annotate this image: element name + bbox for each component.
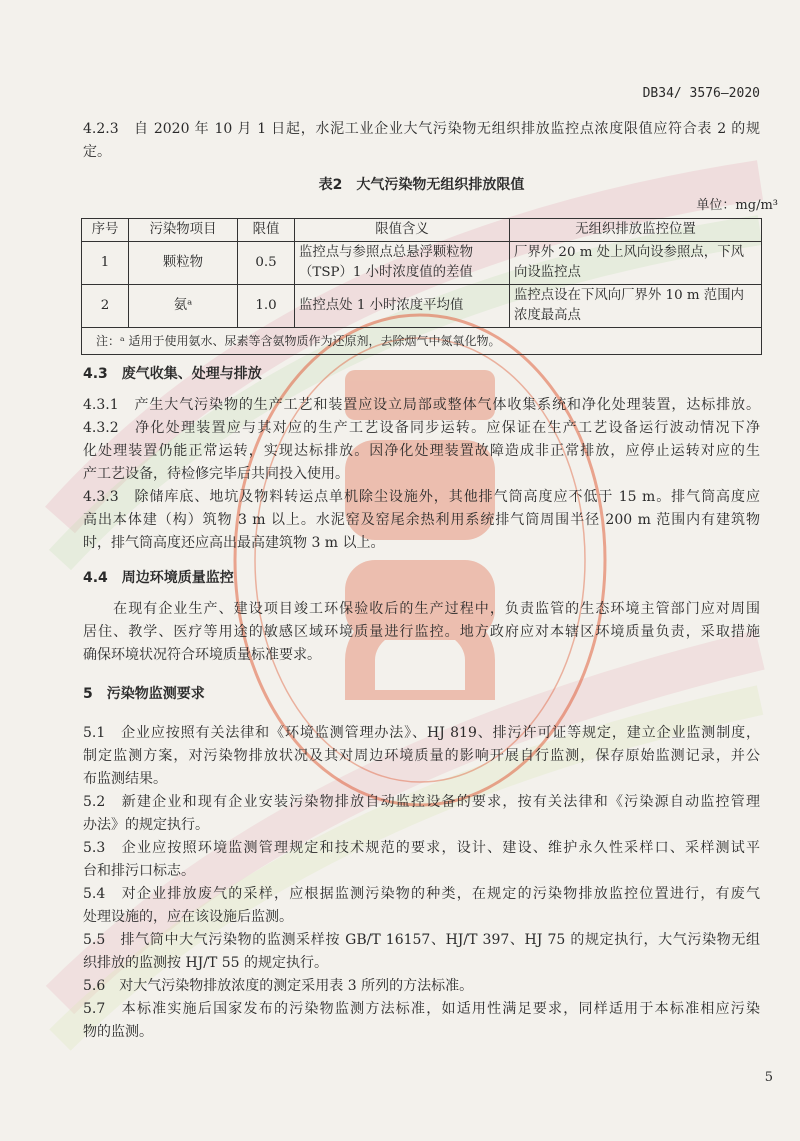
cell: 监控点设在下风向厂界外 10 m 范围内浓度最高点 bbox=[510, 285, 762, 328]
paragraph bbox=[83, 837, 760, 883]
paragraph-line: 5.3 企业应按照环境监测管理规定和技术规范的要求，设计、建设、维护永久性采样口、采样测试平 bbox=[83, 840, 760, 856]
document-code: DB34/ 3576—2020 bbox=[642, 86, 760, 101]
col-header: 污染物项目 bbox=[129, 219, 238, 242]
paragraph bbox=[83, 394, 760, 417]
paragraph bbox=[83, 722, 760, 791]
cell: 1.0 bbox=[238, 285, 295, 328]
paragraph-line: 化处理装置仍能正常运转，实现达标排放。因净化处理装置故障造成非正常排放，应停止运转对应的生 bbox=[83, 443, 760, 459]
col-header: 限值含义 bbox=[295, 219, 510, 242]
paragraph-line: 在现有企业生产、建设项目竣工环保验收后的生产过程中，负责监管的生态环境主管部门应对周围 bbox=[83, 601, 760, 617]
paragraph-line: 居住、教学、医疗等用途的敏感区域环境质量进行监控。地方政府应对本辖区环境质量负责，采取措施 bbox=[83, 624, 760, 640]
paragraph bbox=[83, 929, 760, 975]
paragraph-line: 高出本体建（构）筑物 3 m 以上。水泥窑及窑尾余热利用系统排气筒周围半径 200 m 范围内有建筑物 bbox=[83, 512, 760, 528]
cell: 厂界外 20 m 处上风向设参照点，下风向设监控点 bbox=[510, 242, 762, 285]
section bbox=[83, 363, 760, 386]
cell: 2 bbox=[82, 285, 129, 328]
table-row bbox=[82, 285, 762, 328]
col-header: 无组织排放监控位置 bbox=[510, 219, 762, 242]
paragraph-line: 处理设施的，应在该设施后监测。 bbox=[83, 909, 293, 925]
section-heading: 4.4 周边环境质量监控 bbox=[83, 570, 234, 586]
paragraph-line: 5.6 对大气污染物排放浓度的测定采用表 3 所列的方法标准。 bbox=[83, 978, 474, 994]
section bbox=[83, 683, 760, 706]
col-header: 序号 bbox=[82, 219, 129, 242]
paragraph-line: 5.2 新建企业和现有企业安装污染物排放自动监控设备的要求，按有关法律和《污染源自动监控管理 bbox=[83, 794, 760, 810]
cell: 1 bbox=[82, 242, 129, 285]
paragraph-line: 布监测结果。 bbox=[83, 771, 167, 787]
paragraph-line: 办法》的规定执行。 bbox=[83, 817, 209, 833]
cell: 氨ᵃ bbox=[129, 285, 238, 328]
paragraph bbox=[83, 118, 760, 164]
paragraph bbox=[83, 598, 760, 667]
paragraph bbox=[83, 486, 760, 555]
table-note-row bbox=[82, 328, 762, 355]
cell: 颗粒物 bbox=[129, 242, 238, 285]
paragraph-line: 4.2.3 自 2020 年 10 月 1 日起，水泥工业企业大气污染物无组织排放监控点浓度限值应符合表 2 的规 bbox=[83, 121, 760, 137]
emission-limits-table bbox=[81, 218, 762, 355]
paragraph-line: 制定监测方案，对污染物排放状况及其对周边环境质量的影响开展自行监测，保存原始监测记录，并公 bbox=[83, 748, 760, 764]
table-row bbox=[82, 242, 762, 285]
paragraph bbox=[83, 417, 760, 486]
paragraph-line: 产工艺设备，待检修完毕后共同投入使用。 bbox=[83, 466, 349, 482]
paragraph-line: 定。 bbox=[83, 144, 111, 160]
paragraph-line: 4.3.1 产生大气污染物的生产工艺和装置应设立局部或整体气体收集系统和净化处理装置，达标排放。 bbox=[83, 397, 760, 413]
cell: 监控点与参照点总悬浮颗粒物（TSP）1 小时浓度值的差值 bbox=[295, 242, 510, 285]
table-title: 表2 大气污染物无组织排放限值 bbox=[318, 177, 525, 193]
section-heading: 5 污染物监测要求 bbox=[83, 686, 205, 702]
paragraph bbox=[83, 975, 760, 998]
section-heading: 4.3 废气收集、处理与排放 bbox=[83, 366, 262, 382]
paragraph-line: 时，排气筒高度还应高出最高建筑物 3 m 以上。 bbox=[83, 535, 385, 551]
paragraph-line: 5.1 企业应按照有关法律和《环境监测管理办法》、HJ 819、排污许可证等规定，建立企业监测制度， bbox=[83, 725, 760, 741]
paragraph-line: 织排放的监测按 HJ/T 55 的规定执行。 bbox=[83, 955, 329, 971]
paragraph-line: 物的监测。 bbox=[83, 1024, 153, 1040]
paragraph bbox=[83, 998, 760, 1044]
section bbox=[83, 567, 760, 590]
paragraph-line: 确保环境状况符合环境质量标准要求。 bbox=[83, 647, 321, 663]
cell: 监控点处 1 小时浓度平均值 bbox=[295, 285, 510, 328]
paragraph-line: 4.3.3 除储库底、地坑及物料转运点单机除尘设施外，其他排气筒高度应不低于 15 m。排气筒高度应 bbox=[83, 489, 760, 505]
table-header-row bbox=[82, 219, 762, 242]
paragraph bbox=[83, 791, 760, 837]
paragraph bbox=[83, 883, 760, 929]
page-number: 5 bbox=[764, 1070, 773, 1085]
cell: 0.5 bbox=[238, 242, 295, 285]
table-note: 注：ᵃ 适用于使用氨水、尿素等含氨物质作为还原剂，去除烟气中氮氧化物。 bbox=[82, 328, 762, 355]
paragraph-line: 5.7 本标准实施后国家发布的污染物监测方法标准，如适用性满足要求，同样适用于本标准相应污染 bbox=[83, 1001, 760, 1017]
paragraph-line: 5.5 排气筒中大气污染物的监测采样按 GB/T 16157、HJ/T 397、HJ 75 的规定执行，大气污染物无组 bbox=[83, 932, 760, 948]
page-body bbox=[83, 0, 778, 1128]
col-header: 限值 bbox=[238, 219, 295, 242]
table-unit: 单位：mg/m³ bbox=[696, 198, 778, 213]
paragraph-line: 5.4 对企业排放废气的采样，应根据监测污染物的种类，在规定的污染物排放监控位置进行，有废气 bbox=[83, 886, 760, 902]
paragraph-line: 台和排污口标志。 bbox=[83, 863, 195, 879]
paragraph-line: 4.3.2 净化处理装置应与其对应的生产工艺设备同步运转。应保证在生产工艺设备运行波动情况下净 bbox=[83, 420, 760, 436]
